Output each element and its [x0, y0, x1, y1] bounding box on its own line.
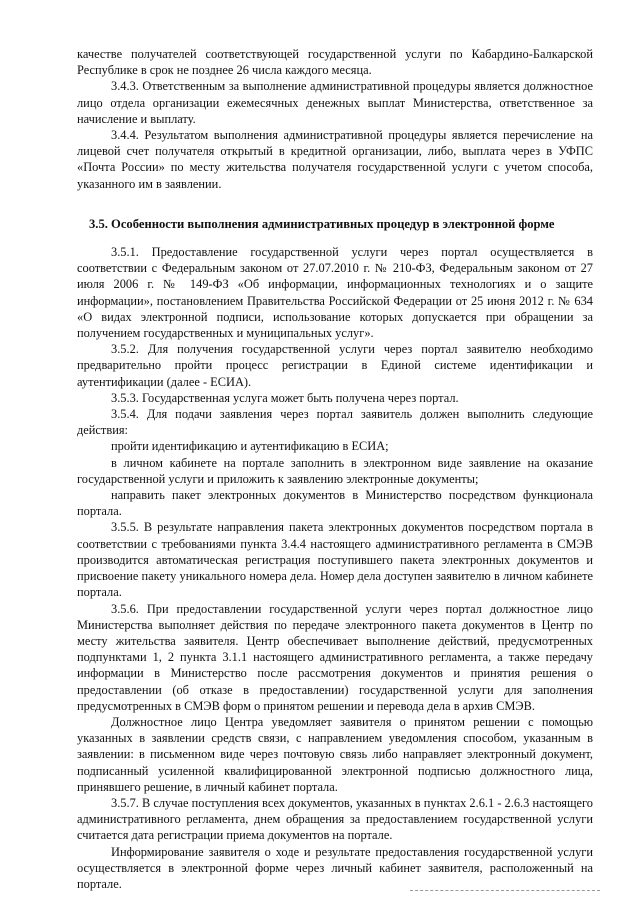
section-heading-3-5: 3.5. Особенности выполнения административных процедур в электронной форме [89, 216, 555, 231]
paragraph-notification: Должностное лицо Центра уведомляет заявителя о принятом решении с помощью указанных в заявлении средств связи, с направлением уведомления способом, указанным в заявлении: в письменном виде через почтовую связь либо направляет электронный документ, подписанный усиленной квалифицированной электронной подписью должностного лица, принявшего решение, в личный кабинет портала. [77, 714, 593, 794]
paragraph-3-5-3: 3.5.3. Государственная услуга может быть получена через портал. [111, 390, 459, 405]
paragraph-3-5-6: 3.5.6. При предоставлении государственной услуги через портал должностное лицо Министерства выполняет действия по передаче электронного пакета документов в Центр по месту жительства заявителя. Центр обеспечивает выполнение действий, предусмотренных подпунктами 1, 2 пункта 3.1.1 настоящего административного регламента, а также передачу информации в Министерство после рассмотрения документов и принятия решения о предоставлении (об отказе в предоставлении) государственной услуги для заполнения предусмотренных в СМЭВ форм о принятом решении и перевода дела в архив СМЭВ. [77, 601, 593, 713]
paragraph-3-5-1: 3.5.1. Предоставление государственной услуги через портал осуществляется в соответствии с Федеральным законом от 27.07.2010 г. № 210-ФЗ, Федеральным законом от 27 июля 2006 г. № 149-ФЗ «Об информации, информационных технологиях и о защите информации», постановлением Правительства Российской Федерации от 25 июня 2012 г. № 634 «О видах электронной подписи, использование которых допускается при обращении за получением государственных и муниципальных услуг». [77, 245, 593, 341]
paragraph-3-4-4: 3.4.4. Результатом выполнения административной процедуры является перечисление на лицевой счет получателя открытый в кредитной организации, либо, выплата через в УФПС «Почта России» по месту жительства получателя государственной услуги с учетом способа, указанного им в заявлении. [77, 128, 593, 191]
paragraph-3-4-3: 3.4.3. Ответственным за выполнение административной процедуры является должностное лицо отдела организации ежемесячных денежных выплат Министерства, ответственное за начисление и выплату. [77, 79, 593, 126]
paragraph-3-5-4: 3.5.4. Для подачи заявления через портал заявитель должен выполнить следующие действия: [77, 407, 593, 438]
footer-divider [410, 890, 600, 891]
list-item-fill-form: в личном кабинете на портале заполнить в электронном виде заявление на оказание государственной услуги и приложить к заявлению электронные документы; [77, 455, 593, 486]
section-gap [77, 192, 593, 202]
paragraph-continuation: качестве получателей соответствующей государственной услуги по Кабардино-Балкарской Республике в срок не позднее 26 числа каждого месяца. [77, 47, 593, 78]
list-item-esia: пройти идентификацию и аутентификацию в ЕСИА; [111, 439, 389, 454]
paragraph-3-5-2: 3.5.2. Для получения государственной услуги через портал заявителю необходимо предварительно пройти процесс регистрации в Единой системе идентификации и аутентификации (далее - ЕСИА). [77, 342, 593, 389]
paragraph-3-5-7: 3.5.7. В случае поступления всех документов, указанных в пунктах 2.6.1 - 2.6.3 настоящего административного регламента, днем обращения за предоставлением государственной услуги считается дата регистрации приема документов на портале. [77, 795, 593, 843]
document-page [77, 46, 593, 892]
paragraph-3-5-5: 3.5.5. В результате направления пакета электронных документов посредством портала в соответствии с требованиями пункта 3.4.4 настоящего административного регламента в СМЭВ производится автоматическая регистрация поступившего пакета электронных документов и присвоение пакету уникального номера дела. Номер дела доступен заявителю в личном кабинете портала. [77, 520, 593, 600]
paragraph-informing: Информирование заявителя о ходе и результате предоставления государственной услуги осуществляется в электронной форме через личный кабинет заявителя, расположенный на портале. [77, 844, 593, 891]
list-item-send-package: направить пакет электронных документов в Министерство посредством функционала портала. [77, 488, 593, 519]
